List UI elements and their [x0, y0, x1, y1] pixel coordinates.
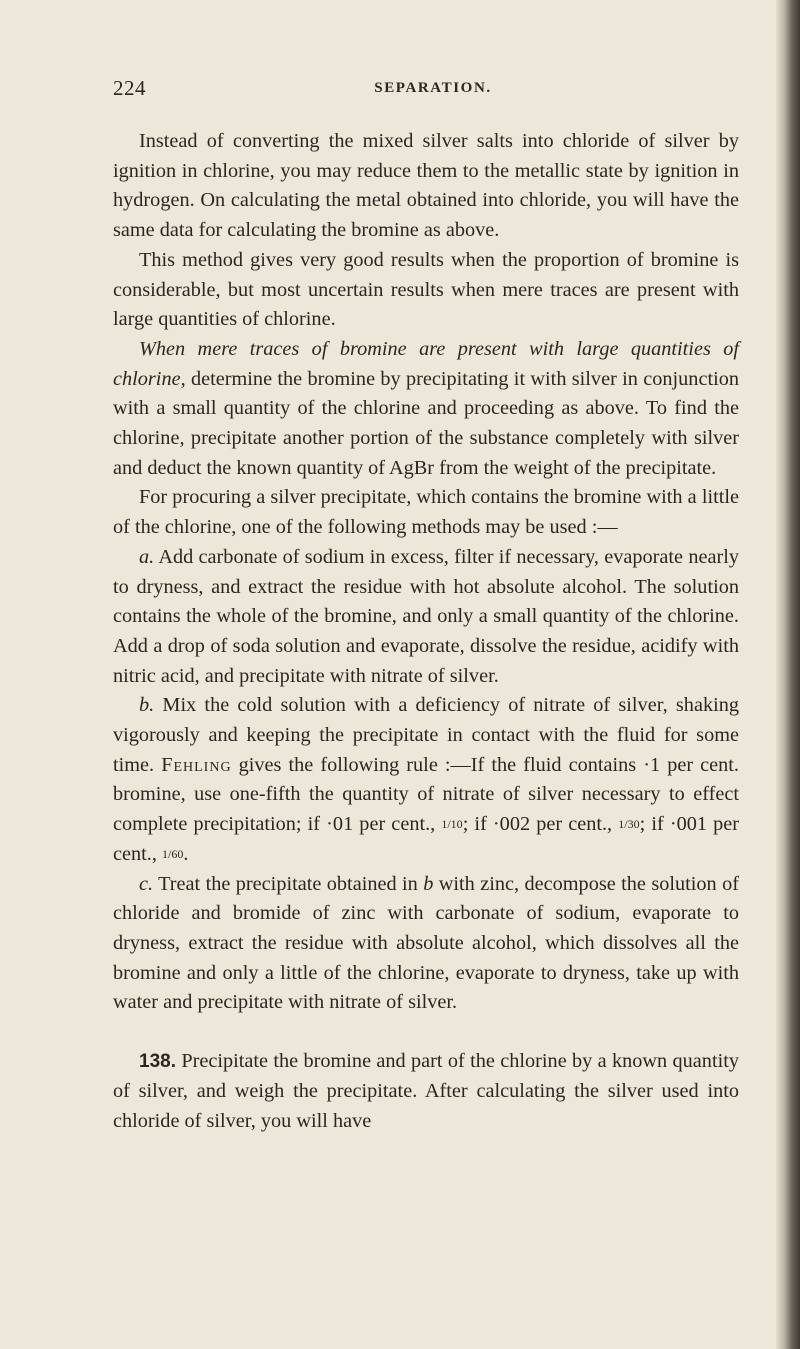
author-fehling: Fehling: [161, 753, 232, 776]
page-number: 224: [113, 76, 146, 100]
italic-lead: When mere traces of bromine are present with large quantities of chlorine,: [113, 337, 739, 390]
paragraph-procuring-precipitate: For procuring a silver precipitate, which contains the bromine with a little of the chlorine, one of the following methods may be used :—: [113, 486, 739, 539]
method-b: [113, 691, 739, 869]
method-a-label: a.: [139, 545, 155, 568]
page-body: [113, 127, 739, 1136]
section-138: [113, 1047, 739, 1136]
method-c: [113, 870, 739, 1019]
fraction-one-thirtieth: 1/30: [618, 817, 640, 832]
method-b-rule-2: ; if ·002 per cent.,: [462, 813, 619, 836]
method-c-text-2: with zinc, decompose the solution of chloride and bromide of zinc with carbonate of sodium, evaporate to dryness, extract the residue with absolute alcohol, which dissolves all the bromine and only a little of the chlorine, evaporate to dryness, take up with water and precipitate with nitrate of silver.: [113, 872, 739, 1014]
section-text: Precipitate the bromine and part of the chlorine by a known quantity of silver, and weigh the precipitate. After calculating the silver used into chloride of silver, you will have: [113, 1050, 739, 1132]
page-edge-shadow: [776, 0, 800, 1349]
method-b-rule-3: ; if ·001 per cent.,: [113, 813, 739, 865]
paragraph-hydrogen-reduction: Instead of converting the mixed silver salts into chloride of silver by ignition in chlorine, you may reduce them to the metallic state by ignition in hydrogen. On calculating the metal obtained into chloride, you will have the same data for calculating the bromine as above.: [113, 130, 739, 242]
method-c-label: c.: [139, 872, 154, 895]
paragraph-method-results: This method gives very good results when the proportion of bromine is considerable, but most uncertain results when mere traces are present with large quantities of chlorine.: [113, 248, 739, 331]
method-b-end: .: [183, 842, 189, 865]
fraction-one-tenth: 1/10: [441, 817, 463, 832]
paragraph-text: determine the bromine by precipitating it with silver in conjunction with a small quantity of the chlorine and proceeding as above. To find the chlorine, precipitate another portion of the substance completely with silver and deduct the known quantity of AgBr from the weight of the precipitate.: [113, 367, 739, 479]
method-a-text: Add carbonate of sodium in excess, filter if necessary, evaporate nearly to dryness, and extract the residue with hot absolute alcohol. The solution contains the whole of the bromine, and only a small quantity of the chlorine. Add a drop of soda solution and evaporate, dissolve the residue, acidify with nitric acid, and precipitate with nitrate of silver.: [113, 545, 739, 687]
fraction-one-sixtieth: 1/60: [162, 846, 184, 861]
method-c-ref: b: [423, 872, 434, 895]
method-b-text: Mix the cold solution with a deficiency of nitrate of silver, shaking vigorously and keeping the precipitate in contact with the fluid for some time.: [113, 694, 739, 776]
section-number: 138.: [139, 1051, 176, 1073]
method-a: [113, 543, 739, 692]
method-c-text: Treat the precipitate obtained in: [153, 872, 424, 895]
method-b-label: b.: [139, 694, 155, 717]
running-head: SEPARATION.: [374, 80, 492, 96]
method-b-rule: gives the following rule :—If the fluid contains ·1 per cent. bromine, use one-fifth the quantity of nitrate of silver necessary to effect complete precipitation; if ·01 per cent.,: [113, 753, 739, 836]
paragraph-mere-traces: [113, 335, 739, 484]
page-header: [113, 76, 753, 106]
